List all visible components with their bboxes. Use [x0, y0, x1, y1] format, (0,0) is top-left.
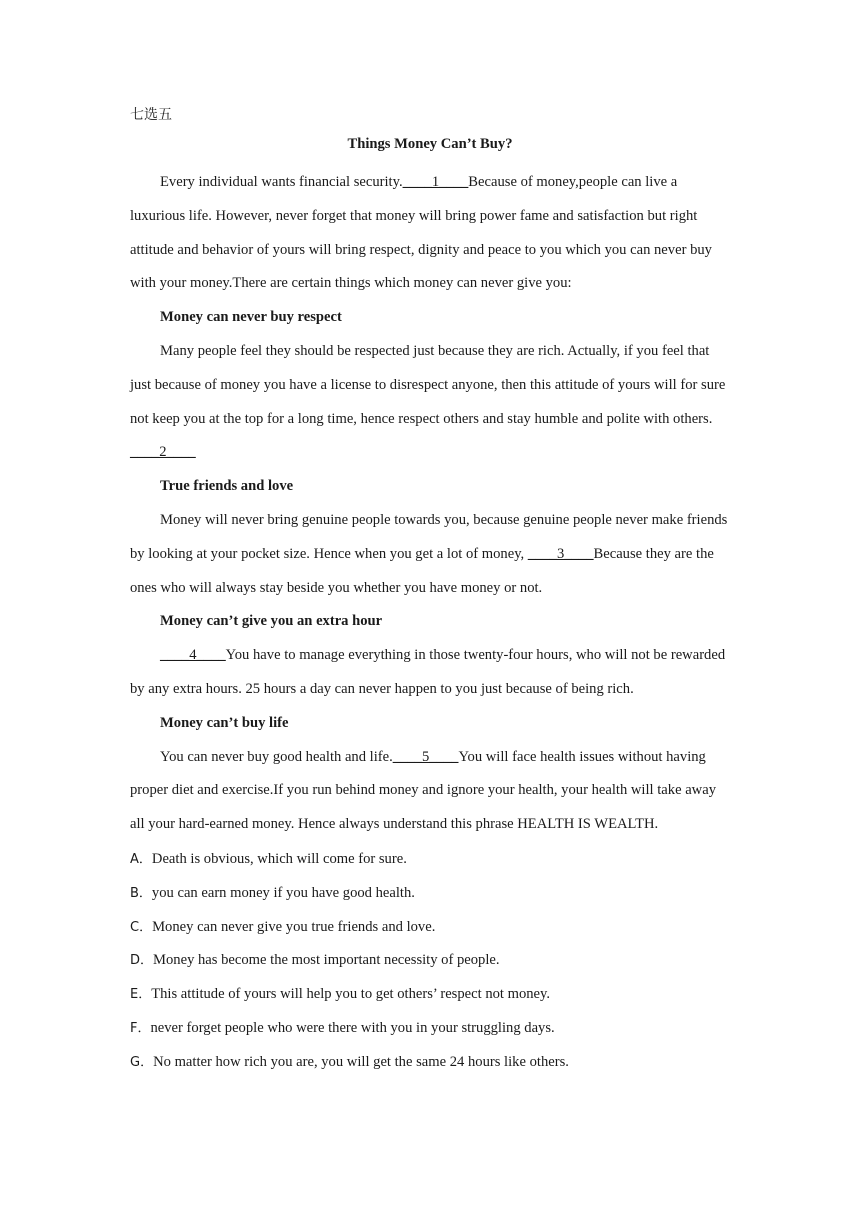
blank-4: ____4____ [160, 647, 226, 664]
option-letter: D． [130, 953, 154, 969]
paragraph-5-text-b: You will face health issues without having proper diet and exercise.If you run behind money and ignore your health, your health will take away all your hard-earned money. Hence always understand this phrase HEALTH IS WEALTH. [130, 748, 716, 833]
option-letter: A． [130, 852, 152, 867]
blank-3: ____3____ [527, 545, 594, 562]
option-text: Death is obvious, which will come for sure. [151, 851, 407, 867]
option-letter: G． [130, 1054, 154, 1070]
paragraph-2 [130, 335, 730, 470]
option-letter: C． [130, 919, 153, 935]
paragraph-2-text-a: Many people feel they should be respected just because they are rich. Actually, if you feel that just because of money you have a license to disrespect anyone, then this attitude of yours will for sure not keep you at the top for a long time, hence respect others and stay humble and polite with others. [130, 342, 726, 427]
passage-title: Things Money Can’t Buy? [347, 136, 513, 152]
option-letter: E． [130, 987, 152, 1003]
paragraph-1-text-b: Because of money,people can live a luxurious life. However, never forget that money will bring power fame and satisfaction but right attitude and behavior of yours will bring respect, dignity and peace to you which you can never buy with your money.There are certain things which money can never give you: [130, 174, 712, 292]
paragraph-1-text-a: Every individual wants financial security. [160, 174, 403, 190]
option-c [130, 911, 750, 945]
blank-1: ____1____ [402, 174, 469, 190]
option-letter: F． [130, 1020, 151, 1036]
option-text: you can earn money if you have good health. [151, 884, 415, 901]
option-e [130, 978, 750, 1012]
option-letter: B． [130, 885, 152, 901]
blank-5: ____5____ [392, 748, 459, 765]
option-text: Money can never give you true friends and love. [152, 918, 436, 935]
option-a [130, 843, 750, 877]
paragraph-3-text-b: Because they are the ones who will always stay beside you whether you have money or not. [130, 545, 714, 596]
paragraph-1 [130, 166, 730, 301]
paragraph-3 [130, 504, 730, 605]
heading-life: Money can’t buy life [160, 714, 289, 731]
paragraph-4 [130, 639, 730, 707]
heading-respect: Money can never buy respect [160, 309, 342, 326]
blank-2: ____2____ [130, 444, 196, 461]
option-text: Money has become the most important necessity of people. [153, 952, 500, 969]
option-text: This attitude of yours will help you to get others’ respect not money. [151, 986, 551, 1003]
paragraph-5 [130, 741, 730, 842]
heading-extra-hour: Money can’t give you an extra hour [160, 613, 383, 630]
option-g [130, 1046, 750, 1080]
option-f [130, 1012, 750, 1046]
option-b [130, 877, 750, 911]
paragraph-4-text-b: You have to manage everything in those twenty-four hours, who will not be rewarded by any extra hours. 25 hours a day can never happen to you just because of being rich. [130, 647, 726, 697]
paragraph-3-text-a: Money will never bring genuine people towards you, because genuine people never make friends by looking at your pocket size. Hence when you get a lot of money, [130, 511, 728, 562]
heading-friends: True friends and love [160, 478, 294, 495]
option-text: No matter how rich you are, you will get the same 24 hours like others. [153, 1053, 569, 1070]
option-text: never forget people who were there with you in your struggling days. [150, 1019, 555, 1036]
answer-options [130, 843, 750, 1080]
section-label: 七选五 [130, 107, 172, 123]
option-d [130, 944, 750, 978]
paragraph-5-text-a: You can never buy good health and life. [160, 748, 393, 765]
passage-body [130, 166, 730, 842]
